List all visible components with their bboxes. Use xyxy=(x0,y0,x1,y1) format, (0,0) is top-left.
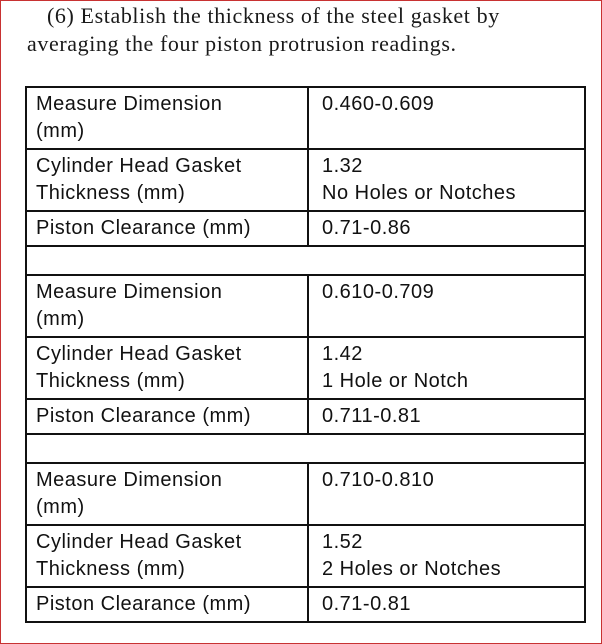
table-row-piston-clearance xyxy=(26,211,585,246)
table-spacer-row xyxy=(26,434,585,463)
table-row-measure-dimension xyxy=(26,87,585,149)
piston-clearance-value: 0.71-0.86 xyxy=(308,211,585,246)
measure-dimension-label: Measure Dimension (mm) xyxy=(26,87,308,149)
table-row-gasket-thickness xyxy=(26,337,585,399)
gasket-thickness-label: Cylinder Head Gasket Thickness (mm) xyxy=(26,337,308,399)
measure-dimension-label: Measure Dimension (mm) xyxy=(26,463,308,525)
table-row-piston-clearance xyxy=(26,587,585,622)
gasket-thickness-value: 1.32 No Holes or Notches xyxy=(308,149,585,211)
piston-clearance-label: Piston Clearance (mm) xyxy=(26,399,308,434)
gasket-thickness-label: Cylinder Head Gasket Thickness (mm) xyxy=(26,149,308,211)
piston-clearance-value: 0.71-0.81 xyxy=(308,587,585,622)
measure-dimension-value: 0.610-0.709 xyxy=(308,275,585,337)
table-row-measure-dimension xyxy=(26,463,585,525)
piston-clearance-label: Piston Clearance (mm) xyxy=(26,587,308,622)
measure-dimension-label: Measure Dimension (mm) xyxy=(26,275,308,337)
gasket-thickness-value: 1.52 2 Holes or Notches xyxy=(308,525,585,587)
gasket-thickness-label: Cylinder Head Gasket Thickness (mm) xyxy=(26,525,308,587)
table-row-piston-clearance xyxy=(26,399,585,434)
table-row-gasket-thickness xyxy=(26,149,585,211)
table-row-measure-dimension xyxy=(26,275,585,337)
table-row-gasket-thickness xyxy=(26,525,585,587)
piston-clearance-label: Piston Clearance (mm) xyxy=(26,211,308,246)
table-spacer-row xyxy=(26,246,585,275)
measure-dimension-value: 0.460-0.609 xyxy=(308,87,585,149)
instruction-line-1: (6) Establish the thickness of the steel gasket by xyxy=(47,3,500,28)
instruction-line-2: averaging the four piston protrusion readings. xyxy=(27,31,457,56)
gasket-thickness-value: 1.42 1 Hole or Notch xyxy=(308,337,585,399)
instruction-paragraph xyxy=(27,2,597,58)
measure-dimension-value: 0.710-0.810 xyxy=(308,463,585,525)
gasket-spec-table xyxy=(25,86,586,623)
piston-clearance-value: 0.711-0.81 xyxy=(308,399,585,434)
